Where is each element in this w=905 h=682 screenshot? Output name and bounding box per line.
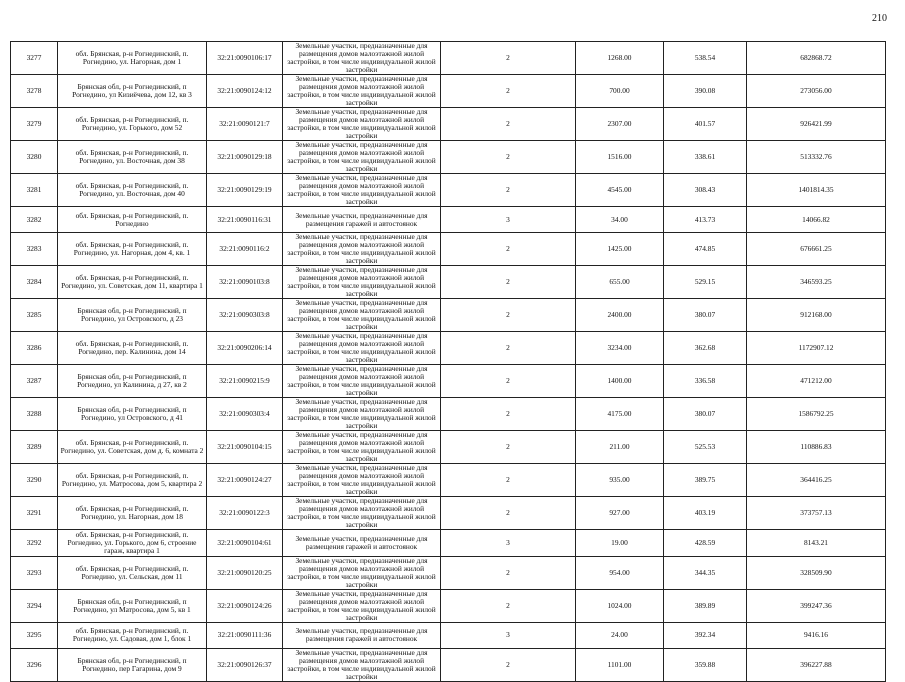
table-row bbox=[11, 266, 886, 299]
table-row bbox=[11, 42, 886, 75]
address-cell: Брянская обл, р-н Рогнединский, п Рогнедино, ул Калинина, д 27, кв 2 bbox=[58, 365, 207, 398]
land-registry-table bbox=[10, 41, 886, 682]
land-purpose-cell: Земельные участки, предназначенные для размещения домов малоэтажной жилой застройки, в том числе индивидуальной жилой застройки bbox=[283, 365, 441, 398]
specific-value-cell: 401.57 bbox=[664, 108, 747, 141]
cadastral-value-cell: 682868.72 bbox=[747, 42, 886, 75]
table-row bbox=[11, 622, 886, 648]
area-cell: 1400.00 bbox=[576, 365, 664, 398]
specific-value-cell: 336.58 bbox=[664, 365, 747, 398]
row-number-cell: 3286 bbox=[11, 332, 58, 365]
land-purpose-cell: Земельные участки, предназначенные для размещения домов малоэтажной жилой застройки, в том числе индивидуальной жилой застройки bbox=[283, 649, 441, 682]
cadastral-number-cell: 32:21:0090111:36 bbox=[207, 622, 283, 648]
address-cell: Брянская обл, р-н Рогнединский, п Рогнедино, ул Кизиёчева, дом 12, кв 3 bbox=[58, 75, 207, 108]
table-row bbox=[11, 332, 886, 365]
row-number-cell: 3292 bbox=[11, 530, 58, 556]
specific-value-cell: 362.68 bbox=[664, 332, 747, 365]
cadastral-value-cell: 1401814.35 bbox=[747, 174, 886, 207]
land-purpose-cell: Земельные участки, предназначенные для размещения домов малоэтажной жилой застройки, в том числе индивидуальной жилой застройки bbox=[283, 75, 441, 108]
table-row bbox=[11, 649, 886, 682]
address-cell: обл. Брянская, р-н Рогнединский, п. Рогнедино bbox=[58, 207, 207, 233]
cadastral-number-cell: 32:21:0090116:31 bbox=[207, 207, 283, 233]
table-row bbox=[11, 431, 886, 464]
row-number-cell: 3282 bbox=[11, 207, 58, 233]
cadastral-value-cell: 513332.76 bbox=[747, 141, 886, 174]
cadastral-number-cell: 32:21:0090103:8 bbox=[207, 266, 283, 299]
table-row bbox=[11, 365, 886, 398]
area-cell: 1516.00 bbox=[576, 141, 664, 174]
land-purpose-cell: Земельные участки, предназначенные для размещения домов малоэтажной жилой застройки, в том числе индивидуальной жилой застройки bbox=[283, 108, 441, 141]
cadastral-value-cell: 396227.88 bbox=[747, 649, 886, 682]
land-purpose-cell: Земельные участки, предназначенные для размещения домов малоэтажной жилой застройки, в том числе индивидуальной жилой застройки bbox=[283, 42, 441, 75]
row-number-cell: 3280 bbox=[11, 141, 58, 174]
table-row bbox=[11, 233, 886, 266]
land-purpose-cell: Земельные участки, предназначенные для размещения домов малоэтажной жилой застройки, в том числе индивидуальной жилой застройки bbox=[283, 266, 441, 299]
address-cell: обл. Брянская, р-н Рогнединский, п. Рогнедино, ул. Горького, дом 52 bbox=[58, 108, 207, 141]
group-code-cell: 2 bbox=[441, 556, 576, 589]
cadastral-value-cell: 8143.21 bbox=[747, 530, 886, 556]
address-cell: Брянская обл, р-н Рогнединский, п Рогнедино, ул Островского, д 41 bbox=[58, 398, 207, 431]
specific-value-cell: 538.54 bbox=[664, 42, 747, 75]
cadastral-value-cell: 110886.83 bbox=[747, 431, 886, 464]
group-code-cell: 2 bbox=[441, 497, 576, 530]
area-cell: 1425.00 bbox=[576, 233, 664, 266]
cadastral-number-cell: 32:21:0090129:19 bbox=[207, 174, 283, 207]
cadastral-value-cell: 273056.00 bbox=[747, 75, 886, 108]
address-cell: обл. Брянская, р-н Рогнединский, п. Рогнедино, ул. Советская, дом д. 6, комната 2 bbox=[58, 431, 207, 464]
group-code-cell: 2 bbox=[441, 108, 576, 141]
specific-value-cell: 413.73 bbox=[664, 207, 747, 233]
land-purpose-cell: Земельные участки, предназначенные для размещения гаражей и автостоянок bbox=[283, 207, 441, 233]
cadastral-number-cell: 32:21:0090303:4 bbox=[207, 398, 283, 431]
group-code-cell: 2 bbox=[441, 75, 576, 108]
land-purpose-cell: Земельные участки, предназначенные для размещения домов малоэтажной жилой застройки, в том числе индивидуальной жилой застройки bbox=[283, 141, 441, 174]
area-cell: 927.00 bbox=[576, 497, 664, 530]
cadastral-number-cell: 32:21:0090124:12 bbox=[207, 75, 283, 108]
area-cell: 211.00 bbox=[576, 431, 664, 464]
address-cell: обл. Брянская, р-н Рогнединский, п. Рогнедино, ул. Нагорная, дом 1 bbox=[58, 42, 207, 75]
land-purpose-cell: Земельные участки, предназначенные для размещения домов малоэтажной жилой застройки, в том числе индивидуальной жилой застройки bbox=[283, 299, 441, 332]
area-cell: 655.00 bbox=[576, 266, 664, 299]
area-cell: 4545.00 bbox=[576, 174, 664, 207]
cadastral-value-cell: 912168.00 bbox=[747, 299, 886, 332]
area-cell: 1268.00 bbox=[576, 42, 664, 75]
specific-value-cell: 344.35 bbox=[664, 556, 747, 589]
specific-value-cell: 525.53 bbox=[664, 431, 747, 464]
cadastral-value-cell: 373757.13 bbox=[747, 497, 886, 530]
land-purpose-cell: Земельные участки, предназначенные для размещения домов малоэтажной жилой застройки, в том числе индивидуальной жилой застройки bbox=[283, 497, 441, 530]
table-row bbox=[11, 299, 886, 332]
specific-value-cell: 389.75 bbox=[664, 464, 747, 497]
address-cell: обл. Брянская, р-н Рогнединский, п. Рогнедино, ул. Нагорная, дом 4, кв. 1 bbox=[58, 233, 207, 266]
table-row bbox=[11, 174, 886, 207]
table-row bbox=[11, 207, 886, 233]
specific-value-cell: 392.34 bbox=[664, 622, 747, 648]
specific-value-cell: 529.15 bbox=[664, 266, 747, 299]
address-cell: обл. Брянская, р-н Рогнединский, п. Рогнедино, ул. Горького, дом 6, строение гараж, квартира 1 bbox=[58, 530, 207, 556]
area-cell: 4175.00 bbox=[576, 398, 664, 431]
cadastral-value-cell: 1172907.12 bbox=[747, 332, 886, 365]
area-cell: 954.00 bbox=[576, 556, 664, 589]
cadastral-number-cell: 32:21:0090303:8 bbox=[207, 299, 283, 332]
row-number-cell: 3283 bbox=[11, 233, 58, 266]
specific-value-cell: 308.43 bbox=[664, 174, 747, 207]
area-cell: 24.00 bbox=[576, 622, 664, 648]
land-purpose-cell: Земельные участки, предназначенные для размещения домов малоэтажной жилой застройки, в том числе индивидуальной жилой застройки bbox=[283, 464, 441, 497]
specific-value-cell: 380.07 bbox=[664, 398, 747, 431]
row-number-cell: 3295 bbox=[11, 622, 58, 648]
group-code-cell: 2 bbox=[441, 589, 576, 622]
row-number-cell: 3294 bbox=[11, 589, 58, 622]
table-row bbox=[11, 589, 886, 622]
address-cell: обл. Брянская, р-н Рогнединский, п. Рогнедино, ул. Сельская, дом 11 bbox=[58, 556, 207, 589]
cadastral-value-cell: 14066.82 bbox=[747, 207, 886, 233]
land-purpose-cell: Земельные участки, предназначенные для размещения домов малоэтажной жилой застройки, в том числе индивидуальной жилой застройки bbox=[283, 332, 441, 365]
land-purpose-cell: Земельные участки, предназначенные для размещения домов малоэтажной жилой застройки, в том числе индивидуальной жилой застройки bbox=[283, 174, 441, 207]
row-number-cell: 3278 bbox=[11, 75, 58, 108]
cadastral-value-cell: 9416.16 bbox=[747, 622, 886, 648]
cadastral-number-cell: 32:21:0090124:26 bbox=[207, 589, 283, 622]
area-cell: 2307.00 bbox=[576, 108, 664, 141]
specific-value-cell: 474.85 bbox=[664, 233, 747, 266]
table-body bbox=[11, 42, 886, 682]
cadastral-number-cell: 32:21:0090121:7 bbox=[207, 108, 283, 141]
specific-value-cell: 359.88 bbox=[664, 649, 747, 682]
cadastral-number-cell: 32:21:0090120:25 bbox=[207, 556, 283, 589]
row-number-cell: 3284 bbox=[11, 266, 58, 299]
row-number-cell: 3290 bbox=[11, 464, 58, 497]
address-cell: обл. Брянская, р-н Рогнединский, п. Рогнедино, ул. Садовая, дом 1, блок 1 bbox=[58, 622, 207, 648]
specific-value-cell: 403.19 bbox=[664, 497, 747, 530]
group-code-cell: 2 bbox=[441, 42, 576, 75]
cadastral-number-cell: 32:21:0090122:3 bbox=[207, 497, 283, 530]
cadastral-number-cell: 32:21:0090124:27 bbox=[207, 464, 283, 497]
row-number-cell: 3293 bbox=[11, 556, 58, 589]
cadastral-number-cell: 32:21:0090104:15 bbox=[207, 431, 283, 464]
specific-value-cell: 390.08 bbox=[664, 75, 747, 108]
address-cell: обл. Брянская, р-н Рогнединский, п. Рогнедино, ул. Нагорная, дом 18 bbox=[58, 497, 207, 530]
page-number: 210 bbox=[872, 13, 887, 24]
cadastral-value-cell: 471212.00 bbox=[747, 365, 886, 398]
group-code-cell: 2 bbox=[441, 398, 576, 431]
cadastral-value-cell: 676661.25 bbox=[747, 233, 886, 266]
address-cell: Брянская обл, р-н Рогнединский, п Рогнедино, пер Гагарина, дом 9 bbox=[58, 649, 207, 682]
table-row bbox=[11, 556, 886, 589]
specific-value-cell: 389.89 bbox=[664, 589, 747, 622]
cadastral-value-cell: 328509.90 bbox=[747, 556, 886, 589]
group-code-cell: 2 bbox=[441, 464, 576, 497]
area-cell: 3234.00 bbox=[576, 332, 664, 365]
address-cell: Брянская обл, р-н Рогнединский, п Рогнедино, ул Островского, д 23 bbox=[58, 299, 207, 332]
area-cell: 2400.00 bbox=[576, 299, 664, 332]
land-purpose-cell: Земельные участки, предназначенные для размещения гаражей и автостоянок bbox=[283, 622, 441, 648]
row-number-cell: 3279 bbox=[11, 108, 58, 141]
land-purpose-cell: Земельные участки, предназначенные для размещения домов малоэтажной жилой застройки, в том числе индивидуальной жилой застройки bbox=[283, 589, 441, 622]
cadastral-value-cell: 364416.25 bbox=[747, 464, 886, 497]
row-number-cell: 3287 bbox=[11, 365, 58, 398]
cadastral-number-cell: 32:21:0090104:61 bbox=[207, 530, 283, 556]
specific-value-cell: 380.07 bbox=[664, 299, 747, 332]
cadastral-number-cell: 32:21:0090116:2 bbox=[207, 233, 283, 266]
group-code-cell: 3 bbox=[441, 207, 576, 233]
group-code-cell: 2 bbox=[441, 332, 576, 365]
area-cell: 34.00 bbox=[576, 207, 664, 233]
cadastral-value-cell: 926421.99 bbox=[747, 108, 886, 141]
row-number-cell: 3285 bbox=[11, 299, 58, 332]
cadastral-number-cell: 32:21:0090106:17 bbox=[207, 42, 283, 75]
cadastral-value-cell: 399247.36 bbox=[747, 589, 886, 622]
row-number-cell: 3296 bbox=[11, 649, 58, 682]
land-purpose-cell: Земельные участки, предназначенные для размещения гаражей и автостоянок bbox=[283, 530, 441, 556]
address-cell: обл. Брянская, р-н Рогнединский, п. Рогнедино, ул. Матросова, дом 5, квартира 2 bbox=[58, 464, 207, 497]
group-code-cell: 3 bbox=[441, 622, 576, 648]
area-cell: 700.00 bbox=[576, 75, 664, 108]
address-cell: обл. Брянская, р-н Рогнединский, п. Рогнедино, ул. Восточная, дом 40 bbox=[58, 174, 207, 207]
group-code-cell: 2 bbox=[441, 649, 576, 682]
cadastral-value-cell: 346593.25 bbox=[747, 266, 886, 299]
row-number-cell: 3288 bbox=[11, 398, 58, 431]
table-row bbox=[11, 497, 886, 530]
address-cell: обл. Брянская, р-н Рогнединский, п. Рогнедино, ул. Восточная, дом 38 bbox=[58, 141, 207, 174]
table-row bbox=[11, 141, 886, 174]
land-purpose-cell: Земельные участки, предназначенные для размещения домов малоэтажной жилой застройки, в том числе индивидуальной жилой застройки bbox=[283, 556, 441, 589]
cadastral-number-cell: 32:21:0090215:9 bbox=[207, 365, 283, 398]
address-cell: обл. Брянская, р-н Рогнединский, п. Рогнедино, пер. Калинина, дом 14 bbox=[58, 332, 207, 365]
area-cell: 1024.00 bbox=[576, 589, 664, 622]
land-purpose-cell: Земельные участки, предназначенные для размещения домов малоэтажной жилой застройки, в том числе индивидуальной жилой застройки bbox=[283, 398, 441, 431]
group-code-cell: 2 bbox=[441, 174, 576, 207]
group-code-cell: 2 bbox=[441, 365, 576, 398]
table-row bbox=[11, 398, 886, 431]
cadastral-number-cell: 32:21:0090126:37 bbox=[207, 649, 283, 682]
table-row bbox=[11, 75, 886, 108]
cadastral-number-cell: 32:21:0090129:18 bbox=[207, 141, 283, 174]
area-cell: 935.00 bbox=[576, 464, 664, 497]
row-number-cell: 3277 bbox=[11, 42, 58, 75]
cadastral-number-cell: 32:21:0090206:14 bbox=[207, 332, 283, 365]
table-row bbox=[11, 464, 886, 497]
group-code-cell: 3 bbox=[441, 530, 576, 556]
row-number-cell: 3281 bbox=[11, 174, 58, 207]
address-cell: обл. Брянская, р-н Рогнединский, п. Рогнедино, ул. Советская, дом 11, квартира 1 bbox=[58, 266, 207, 299]
row-number-cell: 3289 bbox=[11, 431, 58, 464]
group-code-cell: 2 bbox=[441, 141, 576, 174]
table-row bbox=[11, 108, 886, 141]
land-purpose-cell: Земельные участки, предназначенные для размещения домов малоэтажной жилой застройки, в том числе индивидуальной жилой застройки bbox=[283, 233, 441, 266]
specific-value-cell: 338.61 bbox=[664, 141, 747, 174]
address-cell: Брянская обл, р-н Рогнединский, п Рогнедино, ул Матросова, дом 5, кв 1 bbox=[58, 589, 207, 622]
group-code-cell: 2 bbox=[441, 266, 576, 299]
group-code-cell: 2 bbox=[441, 431, 576, 464]
specific-value-cell: 428.59 bbox=[664, 530, 747, 556]
group-code-cell: 2 bbox=[441, 233, 576, 266]
cadastral-value-cell: 1586792.25 bbox=[747, 398, 886, 431]
row-number-cell: 3291 bbox=[11, 497, 58, 530]
table-row bbox=[11, 530, 886, 556]
area-cell: 19.00 bbox=[576, 530, 664, 556]
area-cell: 1101.00 bbox=[576, 649, 664, 682]
group-code-cell: 2 bbox=[441, 299, 576, 332]
land-purpose-cell: Земельные участки, предназначенные для размещения домов малоэтажной жилой застройки, в том числе индивидуальной жилой застройки bbox=[283, 431, 441, 464]
